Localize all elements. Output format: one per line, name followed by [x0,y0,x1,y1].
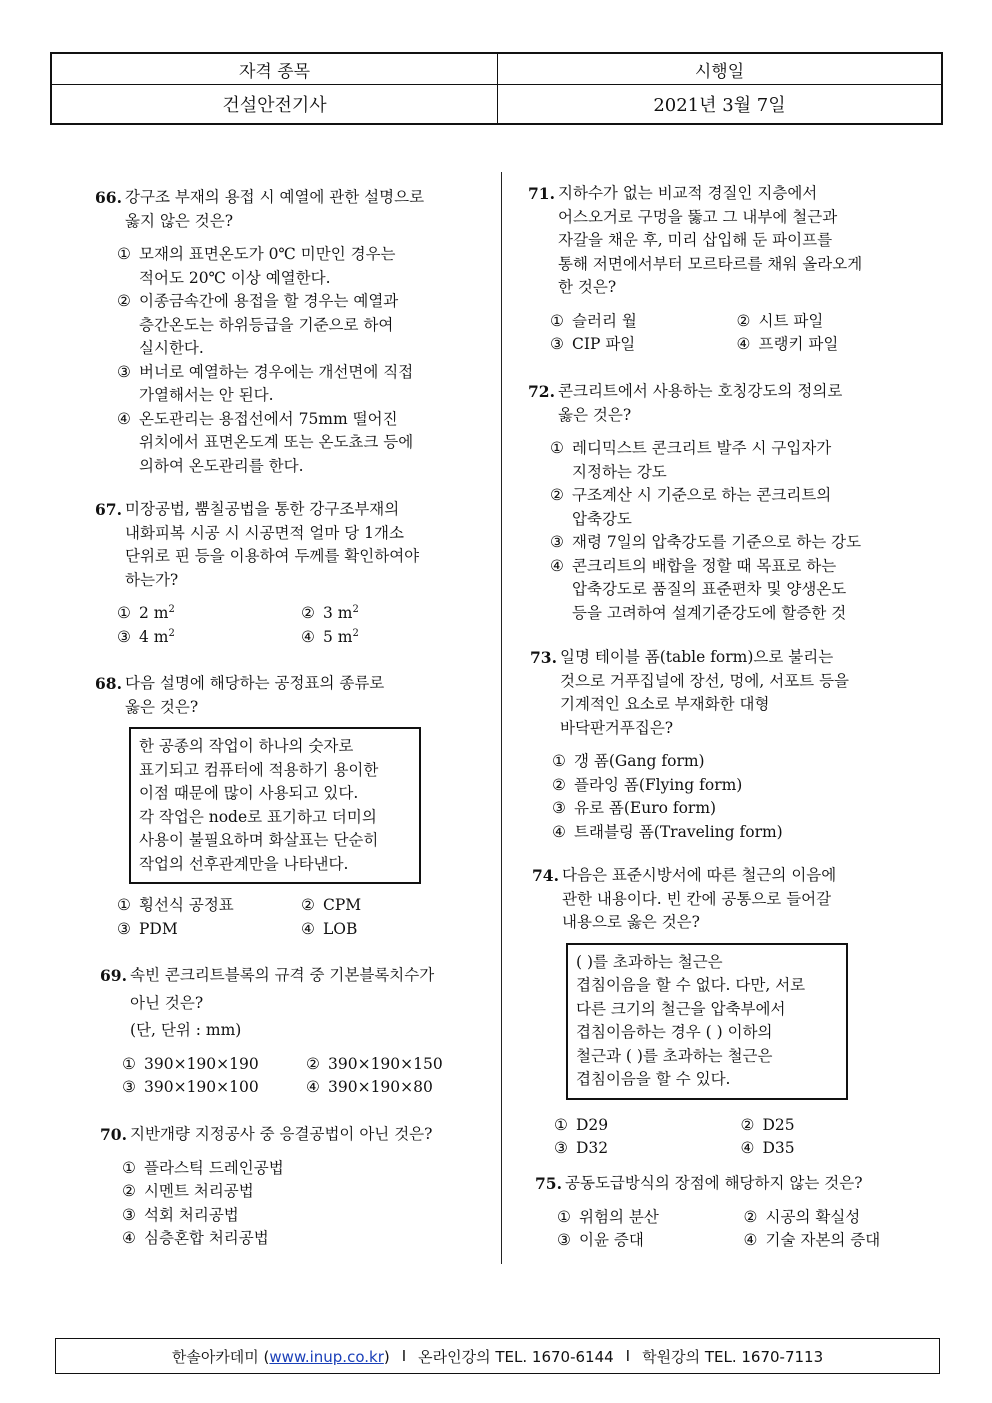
description-box: ( )를 초과하는 철근은 겹침이음을 할 수 없다. 다만, 서로 다른 크기의 철근을 압축부에서 겹침이음하는 경우 ( ) 이하의 철근과 ( )를 초과하는 철근은 겹침이음을 할 수 있다. [566,943,848,1100]
footer-bar [55,1338,940,1374]
option-4: ④ 기술 자본의 증대 [743,1231,881,1249]
footer-separator: I [401,1347,407,1365]
question-73: 73. 일명 테이블 폼(table form)으로 불리는 것으로 거푸집널에 장선, 멍에, 서포트 등을 기계적인 요소로 부재화한 대형 바닥판거푸집은? ① 갱 폼(Gang form) ② 플라잉 폼(Flying form) ③ 유로 폼(Euro form) ④ 트래블링 폼(Traveling form) [530,646,925,844]
option-2: ② D25 [740,1115,795,1134]
option-1: ① 슬러리 월 [550,311,637,330]
question-70: 70. 지반개량 지정공사 중 응결공법이 아닌 것은? ① 플라스틱 드레인공법 ② 시멘트 처리공법 ③ 석회 처리공법 ④ 심층혼합 처리공법 [100,1123,495,1251]
option-4: ④ 콘크리트의 배합을 정할 때 목표로 하는 압축강도로 품질의 표준편차 및 양생온도 등을 고려하여 설계기준강도에 할증한 것 [550,556,847,622]
question-68: 68. 다음 설명에 해당하는 공정표의 종류로 옳은 것은? 한 공종의 작업이 하나의 숫자로 표기되고 컴퓨터에 적용하기 용이한 이점 때문에 많이 사용되고 있다. 각 작업은 node로 표기하고 더미의 사용이 불필요하며 화살표는 단순히 작업의 선후관계만을 나타낸다. ① 횡선식 공정표 ② CPM ③ PDM ④ LOB [95,672,485,941]
option-3: ③ 이윤 증대 [557,1231,644,1249]
question-number: 67. [95,500,122,519]
footer-offline-phone: 학원강의 TEL. 1670-7113 [642,1347,824,1366]
option-1: ① 갱 폼(Gang form) [552,752,705,770]
option-4: ④ 심층혼합 처리공법 [122,1229,269,1247]
qualification-label: 자격 종목 [51,53,498,85]
option-4: ④ D35 [740,1139,795,1157]
description-box: 한 공종의 작업이 하나의 숫자로 표기되고 컴퓨터에 적용하기 용이한 이점 때문에 많이 사용되고 있다. 각 작업은 node로 표기하고 더미의 사용이 불필요하며 화살표는 단순히 작업의 선후관계만을 나타낸다. [129,727,421,884]
footer-separator: I [625,1347,631,1365]
question-number: 66. [95,188,122,207]
question-75: 75. 공동도급방식의 장점에 해당하지 않는 것은? ① 위험의 분산 ② 시공의 확실성 ③ 이윤 증대 ④ 기술 자본의 증대 [535,1172,930,1253]
question-number: 74. [532,866,559,885]
question-number: 69. [100,966,127,985]
academy-website-link[interactable]: www.inup.co.kr [269,1347,384,1366]
option-4: ④ 프랭키 파일 [736,335,839,353]
question-number: 71. [528,184,555,203]
option-2: ② 플라잉 폼(Flying form) [552,775,743,794]
question-number: 68. [95,674,122,693]
question-71: 71. 지하수가 없는 비교적 경질인 지층에서 어스오거로 구멍을 뚫고 그 내부에 철근과 자갈을 채운 후, 미리 삽입해 둔 파이프를 통해 저면에서부터 모르타르를 채워 올라오게 한 것은? ① 슬러리 월 ② 시트 파일 ③ CIP 파일 ④ 프랭키 파일 [528,182,923,357]
option-1: ① 모재의 표면온도가 0℃ 미만인 경우는 적어도 20℃ 이상 예열한다. [117,245,396,287]
question-text-line: 옳지 않은 것은? [125,211,234,230]
option-2: ② 시공의 확실성 [743,1207,861,1226]
option-2: ② CPM [301,896,362,914]
option-2: ② 3 $m^2$ [301,603,359,622]
option-4: ④ LOB [301,919,358,938]
option-3: ③ 버너로 예열하는 경우에는 개선면에 직접 가열해서는 안 된다. [117,362,414,404]
option-2: ② 시멘트 처리공법 [122,1182,254,1200]
option-4: ④ 5 $m^2$ [301,627,359,646]
question-number: 70. [100,1125,127,1144]
option-4: ④ 온도관리는 용접선에서 75mm 떨어진 위치에서 표면온도계 또는 온도쵸크 등에 의하여 온도관리를 한다. [117,409,414,475]
option-1: ① 플라스틱 드레인공법 [122,1158,284,1177]
option-3: ③ 390×190×100 [122,1078,259,1096]
option-1: ① D29 [554,1115,609,1134]
exam-name: 건설안전기사 [51,85,498,125]
option-3: ③ CIP 파일 [550,335,636,353]
column-divider [501,172,502,1264]
question-72: 72. 콘크리트에서 사용하는 호칭강도의 정의로 옳은 것은? ① 레디믹스트 콘크리트 발주 시 구입자가 지정하는 강도 ② 구조계산 시 기준으로 하는 콘크리트의 압축강도 ③ 재령 7일의 압축강도를 기준으로 하는 강도 ④ 콘크리트의 배합을 정할 때 목표로 하는 압축강도로 품질의 표준편차 및 양생온도 등을 고려하여 설계기준강도에 할증한 것 [528,380,923,625]
option-2: ② 390×190×150 [306,1054,443,1073]
option-3: ③ 유로 폼(Euro form) [552,799,717,817]
footer-online-phone: 온라인강의 TEL. 1670-6144 [418,1347,614,1366]
question-text-line: 강구조 부재의 용접 시 예열에 관한 설명으로 [125,188,425,206]
exam-header-table [50,52,943,125]
question-number: 75. [535,1174,562,1193]
exam-date-label: 시행일 [498,53,943,85]
option-4: ④ 390×190×80 [306,1078,433,1096]
option-1: ① 390×190×190 [122,1054,259,1073]
option-1: ① 위험의 분산 [557,1207,659,1226]
option-4: ④ 트래블링 폼(Traveling form) [552,822,783,841]
option-2: ② 이종금속간에 용접을 할 경우는 예열과 층간온도는 하위등급을 기준으로 하여 실시한다. [117,292,399,357]
option-1: ① 2 $m^2$ [117,603,175,622]
option-1: ① 레디믹스트 콘크리트 발주 시 구입자가 지정하는 강도 [550,439,832,481]
option-3: ③ 재령 7일의 압축강도를 기준으로 하는 강도 [550,533,862,551]
question-number: 72. [528,382,555,401]
question-number: 73. [530,648,557,667]
option-2: ② 구조계산 시 기준으로 하는 콘크리트의 압축강도 [550,486,832,528]
question-67: 67. 미장공법, 뿜칠공법을 통한 강구조부재의 내화피복 시공 시 시공면적 얼마 당 1개소 단위로 핀 등을 이용하여 두께를 확인하여야 하는가? ① 2 $m^2$ ② 3 $m^2$ ③ 4 $m^2$ ④ 5 $m^2$ [95,498,485,649]
option-2: ② 시트 파일 [736,311,824,330]
footer-academy: 한솔아카데미 (www.inup.co.kr) [171,1347,390,1366]
question-69: 69. 속빈 콘크리트블록의 규격 중 기본블록치수가 아닌 것은? (단, 단위 : mm) ① 390×190×190 ② 390×190×150 ③ 390×190×100 ④ 390×190×80 [100,964,490,1100]
option-1: ① 횡선식 공정표 [117,896,234,914]
option-3: ③ D32 [554,1139,609,1157]
question-66 [95,186,485,478]
option-3: ③ 4 $m^2$ [117,627,175,646]
option-3: ③ PDM [117,919,178,938]
option-3: ③ 석회 처리공법 [122,1205,239,1224]
question-74: 74. 다음은 표준시방서에 따른 철근의 이음에 관한 내용이다. 빈 칸에 공통으로 들어갈 내용으로 옳은 것은? ( )를 초과하는 철근은 겹침이음을 할 수 없다. 다만, 서로 다른 크기의 철근을 압축부에서 겹침이음하는 경우 ( ) 이하의 철근과 ( )를 초과하는 철근은 겹침이음을 할 수 있다. ① D29 ② D25 ③ D32 ④ D35 [532,864,927,1161]
exam-date: 2021년 3월 7일 [498,85,943,125]
